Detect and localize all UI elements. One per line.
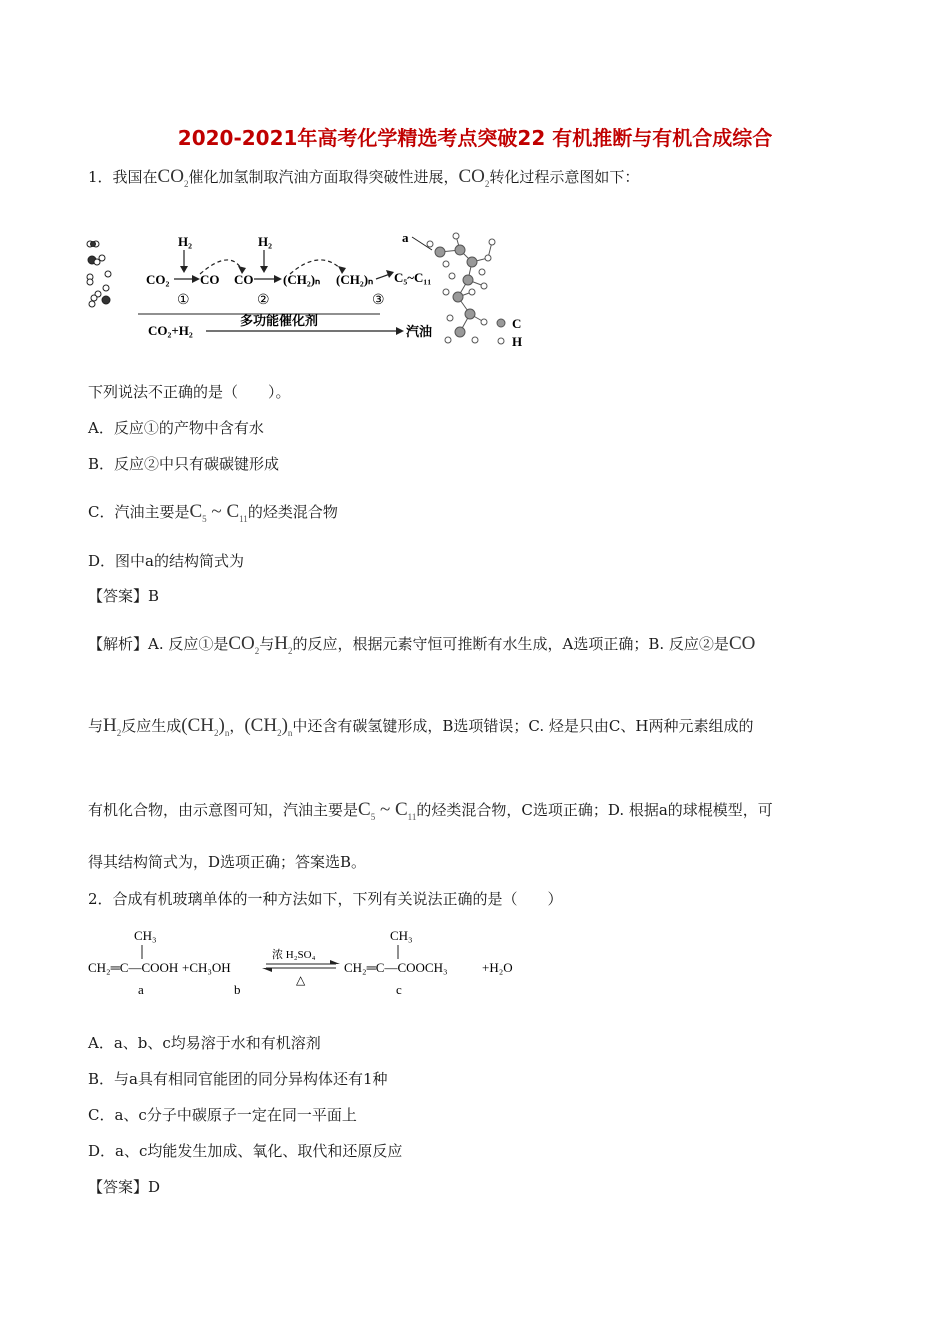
- q1-option-a: A．反应①的产物中含有水: [88, 419, 264, 437]
- q2-option-b: B．与a具有相同官能团的同分异构体还有1种: [88, 1070, 388, 1088]
- formula-h2: $H_2$: [103, 715, 122, 738]
- q1-option-b: B．反应②中只有碳碳键形成: [88, 455, 280, 473]
- condition-acid: 浓 H₂SO₄: [272, 949, 316, 961]
- q1-option-c: C．汽油主要是$C_5$ ~ $C_{11}$的烃类混合物: [88, 501, 338, 524]
- ch2n-formula-1: (CH₂)ₙ: [283, 272, 321, 287]
- compound-c-formula: CH₂═C—COOCH₃: [344, 960, 448, 975]
- reaction-diagram-1: [80, 222, 540, 357]
- water-formula: +H₂O: [482, 960, 513, 975]
- formula-ch2n: $(CH_2)_n$: [244, 715, 293, 738]
- q1-stem-b: 催化加氢制取汽油方面取得突破性进展，: [188, 168, 459, 186]
- q1-explanation-line-2: 与$H_2$反应生成$(CH_2)_n$，$(CH_2)_n$中还含有碳氢键形成，B选项错误；C. 烃是只由C、H两种元素组成的: [88, 715, 754, 738]
- step-2-label: ②: [257, 293, 270, 308]
- formula-co2: $CO_2$: [157, 166, 189, 189]
- q1-explanation-line-3: 有机化合物，由示意图可知，汽油主要是$C_5$ ~ $C_{11}$的烃类混合物，C选项正确；D. 根据a的球棍模型，可: [88, 799, 773, 822]
- label-a: a: [138, 982, 144, 997]
- methanol-formula: +CH₃OH: [182, 960, 231, 975]
- step-1-label: ①: [177, 293, 190, 308]
- q2-answer: 【答案】D: [88, 1178, 161, 1196]
- q1-question: 下列说法不正确的是（ ）。: [88, 383, 291, 401]
- q2-option-a: A．a、b、c均易溶于水和有机溶剂: [88, 1034, 321, 1052]
- q1-stem-c: 转化过程示意图如下：: [489, 168, 640, 186]
- formula-co2: $CO_2$: [228, 633, 260, 656]
- q2-option-c: C．a、c分子中碳原子一定在同一平面上: [88, 1106, 357, 1124]
- q1-answer: 【答案】B: [88, 587, 160, 605]
- catalyst-label: 多功能催化剂: [240, 313, 319, 328]
- formula-ch2n: $(CH_2)_n$: [181, 715, 230, 738]
- methyl-c: CH₃: [390, 928, 413, 943]
- co-formula-2: CO: [234, 272, 254, 287]
- legend-c: C: [512, 316, 522, 331]
- h2-label-2: H₂: [258, 234, 273, 249]
- q2-option-d: D．a、c均能发生加成、氧化、取代和还原反应: [88, 1142, 403, 1160]
- ch2n-formula-2: (CH₂)ₙ: [336, 272, 374, 287]
- compound-a-formula: CH₂═C—COOH: [88, 960, 179, 975]
- co-formula-1: CO: [200, 272, 220, 287]
- formula-co: CO: [728, 633, 756, 654]
- page-title: 2020-2021年高考化学精选考点突破22 有机推断与有机合成综合: [177, 126, 773, 150]
- gasoline-molecule-model-icon: [427, 233, 495, 343]
- carbon-legend-icon: [497, 319, 505, 327]
- q1-stem: [88, 167, 639, 189]
- reactants-formula: CO₂+H₂: [148, 323, 193, 338]
- formula-co2: $CO_2$: [458, 166, 490, 189]
- q2-stem: 2．合成有机玻璃单体的一种方法如下，下列有关说法正确的是（ ）: [88, 890, 563, 908]
- q1-explanation-line-1: 【解析】A. 反应①是$CO_2$与$H_2$的反应，根据元素守恒可推断有水生成，A选项正确；B. 反应②是CO: [88, 633, 756, 656]
- reaction-diagram-2: [86, 924, 526, 1000]
- co2-molecules-icon: [87, 241, 111, 307]
- q1-option-d: D．图中a的结构简式为: [88, 552, 244, 570]
- co2-formula: CO₂: [146, 272, 170, 287]
- methyl-a: CH₃: [134, 928, 157, 943]
- formula-h2: $H_2$: [274, 633, 293, 656]
- formula-c5-c11: $C_5$ ~ $C_{11}$: [189, 501, 248, 524]
- label-c: c: [396, 982, 402, 997]
- q1-explanation-line-4: 得其结构简式为，D选项正确；答案选B。: [88, 853, 367, 871]
- legend-h: H: [512, 334, 523, 349]
- q1-stem-a: 1．我国在: [88, 168, 158, 186]
- step-3-label: ③: [372, 293, 385, 308]
- h2-label-1: H₂: [178, 234, 193, 249]
- label-b: b: [234, 982, 241, 997]
- c5-c11-formula: C₅~C₁₁: [394, 270, 432, 285]
- label-a: a: [402, 230, 409, 245]
- condition-heat: △: [296, 973, 306, 987]
- gasoline-label: 汽油: [406, 324, 433, 339]
- hydrogen-legend-icon: [498, 338, 504, 344]
- formula-c5-c11: $C_5$ ~ $C_{11}$: [358, 799, 417, 822]
